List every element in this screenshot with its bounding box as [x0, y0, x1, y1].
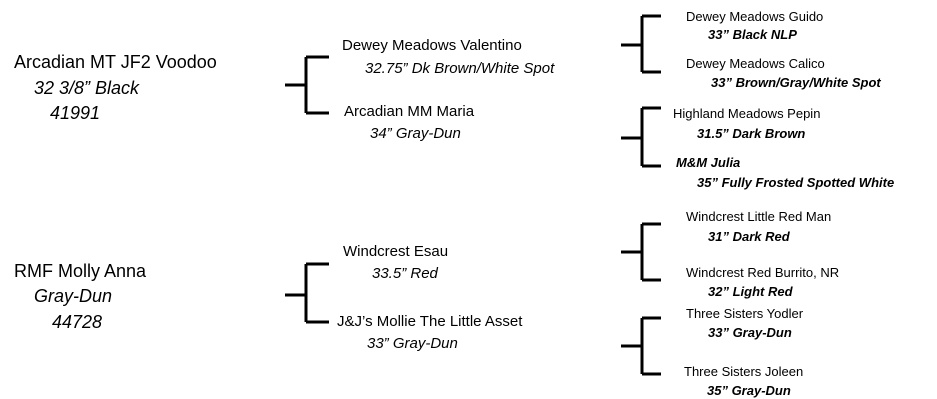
dd-sire-details: 33” Gray-Dun: [708, 325, 792, 340]
ds-sire-name: Windcrest Little Red Man: [686, 209, 832, 224]
bracket-voodoo: [285, 57, 329, 113]
ss-sire-name: Dewey Meadows Guido: [686, 9, 824, 24]
ss-dam-name: Dewey Meadows Calico: [686, 56, 825, 71]
dam-reg: 44728: [52, 312, 103, 332]
sire-details: 32 3/8” Black: [34, 78, 140, 98]
sire-dam-name: Arcadian MM Maria: [344, 103, 475, 120]
sire-dam-details: 34” Gray-Dun: [370, 125, 461, 142]
bracket-maria: [621, 108, 661, 166]
bracket-mollie: [621, 318, 661, 374]
sire-name: Arcadian MT JF2 Voodoo: [14, 52, 217, 72]
dam-dam-name: J&J’s Mollie The Little Asset: [337, 313, 523, 330]
dam-sire-details: 33.5” Red: [372, 265, 438, 282]
dam-name: RMF Molly Anna: [14, 261, 147, 281]
sd-sire-name: Highland Meadows Pepin: [673, 106, 821, 121]
sd-dam-details: 35” Fully Frosted Spotted White: [697, 175, 895, 190]
ss-sire-details: 33” Black NLP: [708, 27, 797, 42]
bracket-valentino: [621, 16, 661, 72]
bracket-esau: [621, 224, 661, 280]
ss-dam-details: 33” Brown/Gray/White Spot: [711, 75, 881, 90]
sd-dam-name: M&M Julia: [676, 155, 741, 170]
ds-dam-details: 32” Light Red: [708, 284, 793, 299]
sire-reg: 41991: [50, 103, 101, 123]
dd-dam-name: Three Sisters Joleen: [684, 364, 804, 379]
sire-sire-details: 32.75” Dk Brown/White Spot: [365, 60, 555, 77]
dd-dam-details: 35” Gray-Dun: [707, 383, 791, 398]
sd-sire-details: 31.5” Dark Brown: [697, 126, 806, 141]
ds-sire-details: 31” Dark Red: [708, 229, 790, 244]
dd-sire-name: Three Sisters Yodler: [686, 306, 804, 321]
dam-details: Gray-Dun: [34, 286, 113, 306]
dam-dam-details: 33” Gray-Dun: [367, 335, 458, 352]
ds-dam-name: Windcrest Red Burrito, NR: [686, 265, 840, 280]
sire-sire-name: Dewey Meadows Valentino: [342, 37, 522, 54]
dam-sire-name: Windcrest Esau: [343, 243, 449, 260]
bracket-molly: [285, 264, 329, 322]
